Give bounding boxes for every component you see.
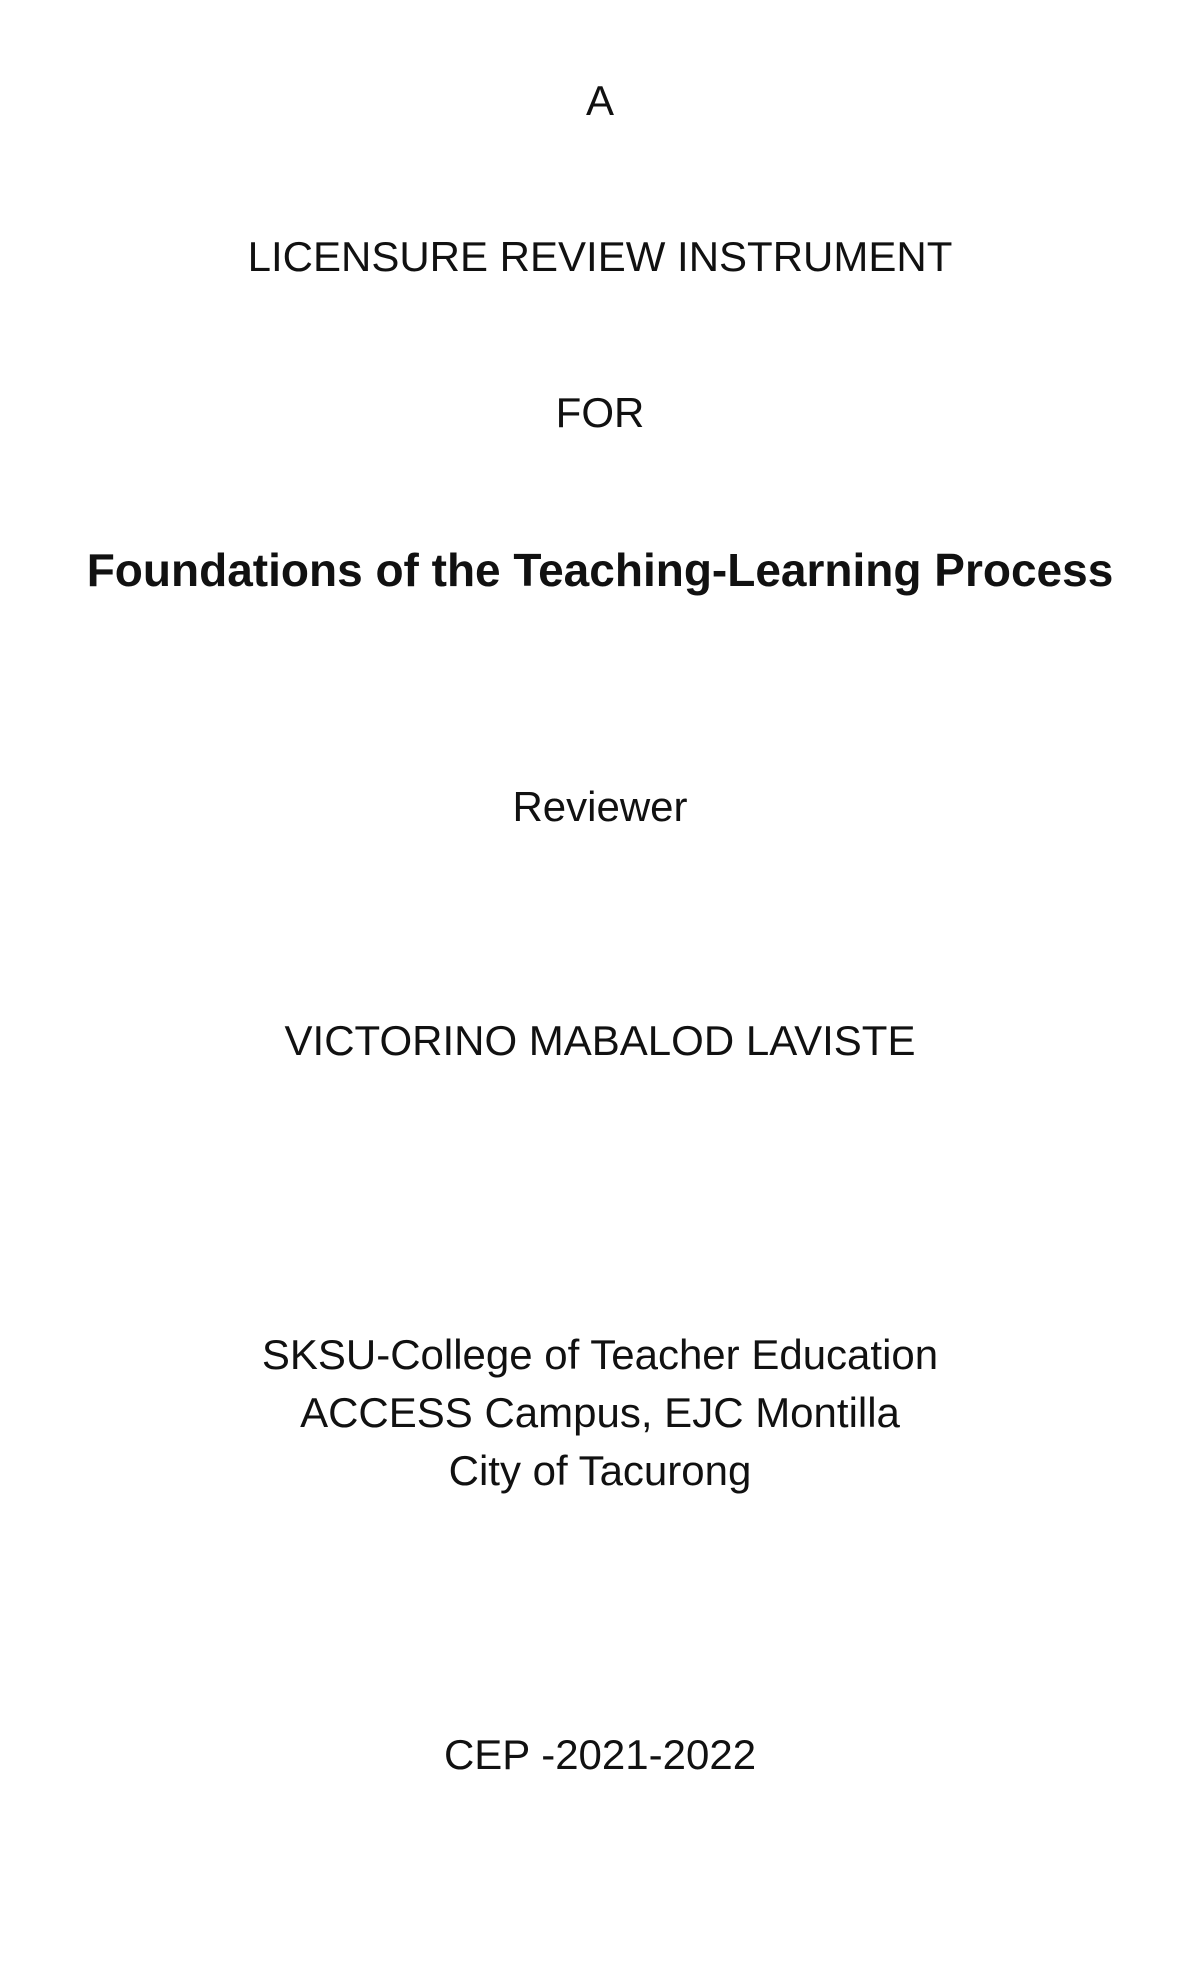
document-type: Reviewer	[512, 783, 688, 830]
institution-campus: ACCESS Campus, EJC Montilla	[300, 1389, 900, 1436]
author-name: VICTORINO MABALOD LAVISTE	[284, 1017, 916, 1064]
cover-article: A	[585, 77, 614, 124]
subject-title: Foundations of the Teaching-Learning Process	[86, 544, 1114, 596]
institution-address	[0, 1326, 1200, 1500]
for-label: FOR	[555, 389, 645, 436]
edition-label: CEP -2021-2022	[443, 1731, 757, 1778]
institution-college: SKSU-College of Teacher Education	[261, 1331, 939, 1378]
institution-city: City of Tacurong	[448, 1447, 752, 1494]
instrument-type: LICENSURE REVIEW INSTRUMENT	[247, 233, 953, 280]
